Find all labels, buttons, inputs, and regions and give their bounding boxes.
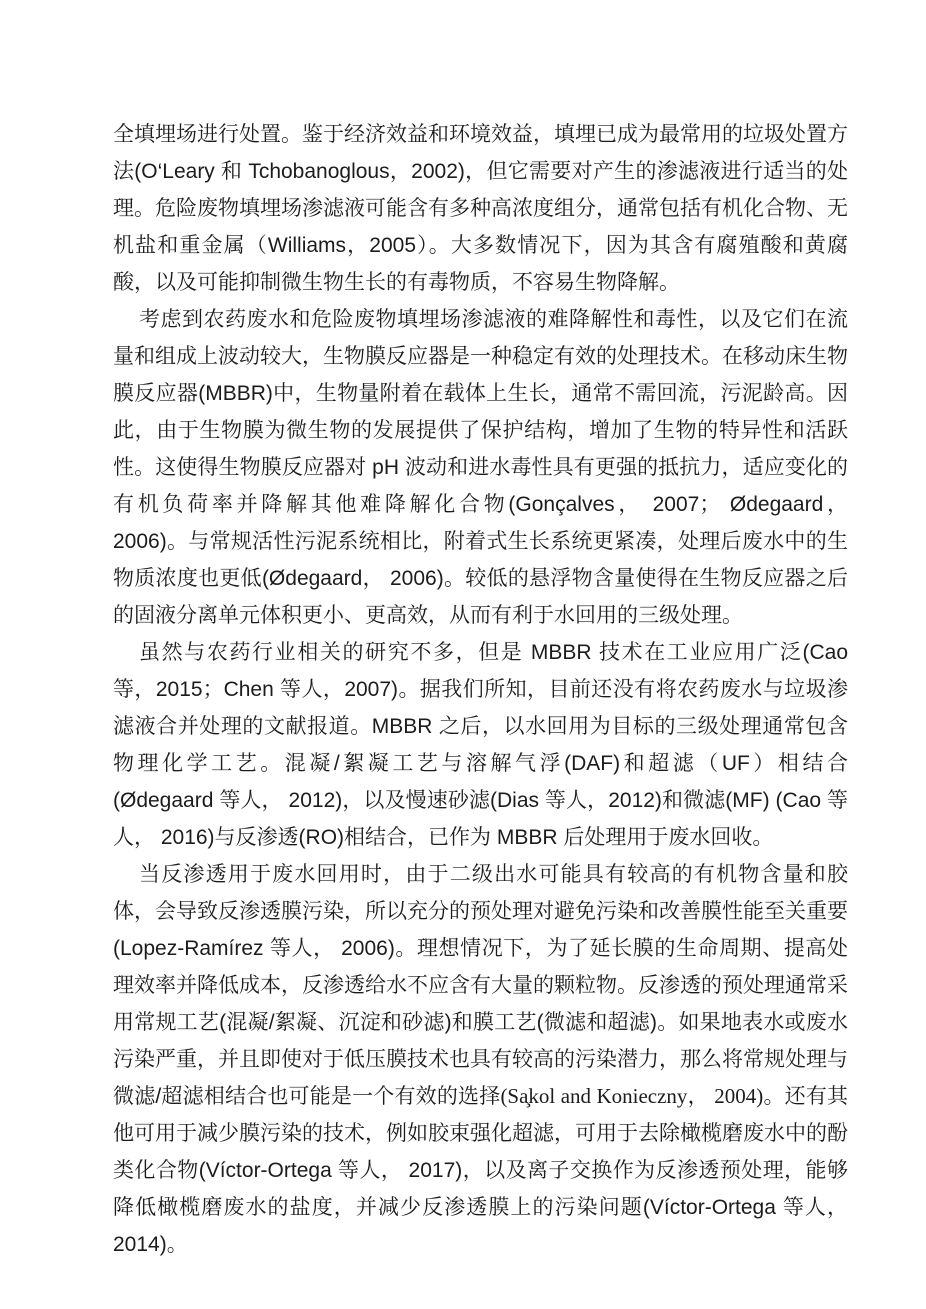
paragraph <box>113 301 848 634</box>
paragraph <box>113 634 848 856</box>
document-body <box>113 116 848 1263</box>
paragraph <box>113 856 848 1263</box>
text-run: 全填埋场进行处置。鉴于经济效益和环境效益，填埋已成为最常用的垃圾处置方法(O‘Leary 和 Tchobanoglous，2002)，但它需要对产生的渗滤液进行适当的处理。危险废物填埋场渗滤液可能含有多种高浓度组分，通常包括有机化合物、无机盐和重金属（Williams，2005）。大多数情况下，因为其含有腐殖酸和黄腐酸，以及可能抑制微生物生长的有毒物质，不容易生物降解。 <box>113 123 848 294</box>
paragraph <box>113 116 848 301</box>
text-run: 虽然与农药行业相关的研究不多，但是 MBBR 技术在工业应用广泛(Cao 等，2015；Chen 等人，2007)。据我们所知，目前还没有将农药废水与垃圾渗滤液合并处理的文献报道。MBBR 之后，以水回用为目标的三级处理通常包含物理化学工艺。混凝/絮凝工艺与溶解气浮(DAF)和超滤（UF）相结合(Ødegaard 等人， 2012)，以及慢速砂滤(Dias 等人，2012)和微滤(MF) (Cao 等人， 2016)与反渗透(RO)相结合，已作为 MBBR 后处理用于废水回收。 <box>113 641 848 849</box>
text-run: 当反渗透用于废水回用时，由于二级出水可能具有较高的有机物含量和胶体，会导致反渗透膜污染，所以充分的预处理对避免污染和改善膜性能至关重要(Lopez-Ramírez 等人， 2006)。理想情况下，为了延长膜的生命周期、提高处理效率并降低成本，反渗透给水不应含有大量的颗粒物。反渗透的预处理通常采用常规工艺(混凝/絮凝、沉淀和砂滤)和膜工艺(微滤和超滤)。如果地表水或废水污染严重，并且即使对于低压膜技术也具有较高的污染潜力，那么将常规处理与微滤/超滤相结合也可能是一个有效的选择 <box>113 863 848 1108</box>
text-run: 考虑到农药废水和危险废物填埋场渗滤液的难降解性和毒性，以及它们在流量和组成上波动较大，生物膜反应器是一种稳定有效的处理技术。在移动床生物膜反应器(MBBR)中，生物量附着在载体上生长，通常不需回流，污泥龄高。因此，由于生物膜为微生物的发展提供了保护结构，增加了生物的特异性和活跃性。这使得生物膜反应器对 pH 波动和进水毒性具有更强的抵抗力，适应变化的有机负荷率并降解其他难降解化合物(Gonçalves， 2007； Ødegaard， 2006)。与常规活性污泥系统相比，附着式生长系统更紧凑，处理后废水中的生物质浓度也更低(Ødegaard， 2006)。较低的悬浮物含量使得在生物反应器之后的固液分离单元体积更小、更高效，从而有利于水回用的三级处理。 <box>113 308 848 627</box>
text-run: (Sa̧kol and Konieczny， 2004) <box>500 1084 764 1108</box>
text-run: 。还有其他可用于减少膜污染的技术，例如胶束强化超滤，可用于去除橄榄磨废水中的酚类化合物(Víctor-Ortega 等人， 2017)，以及离子交换作为反渗透预处理，能够降低橄榄磨废水的盐度，并减少反渗透膜上的污染问题(Víctor-Ortega 等人， 2014)。 <box>113 1085 849 1256</box>
